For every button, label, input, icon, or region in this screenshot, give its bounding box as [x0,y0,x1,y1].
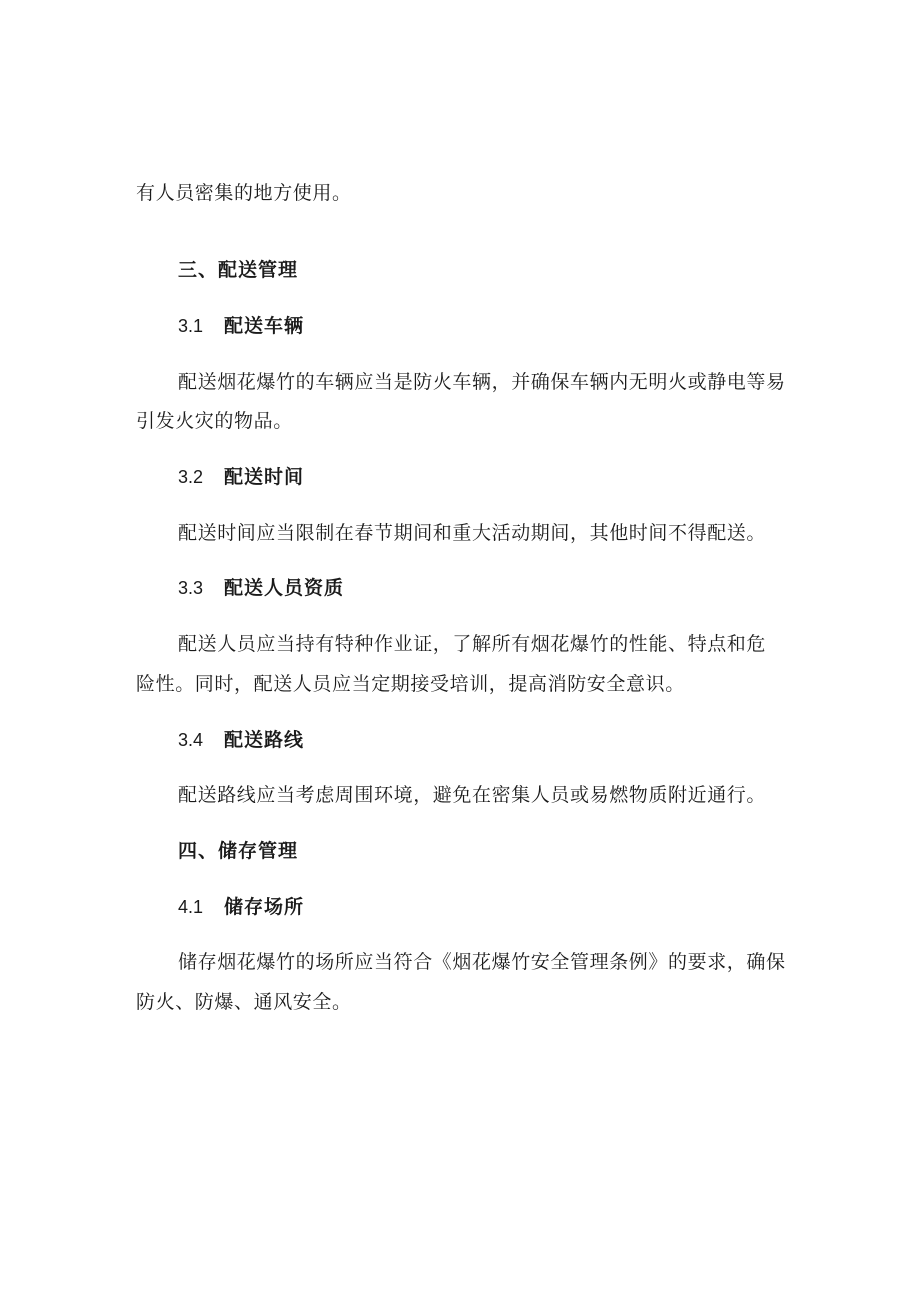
subsection-title: 配送路线 [224,729,305,751]
subsection-heading-4-1 [178,894,304,920]
paragraph-line: 配送人员应当持有特种作业证，了解所有烟花爆竹的性能、特点和危 [178,633,767,655]
subsection-heading-3-2 [178,464,304,490]
paragraph-line: 储存烟花爆竹的场所应当符合《烟花爆竹安全管理条例》的要求，确保 [178,951,786,973]
paragraph-continuation: 有人员密集的地方使用。 [136,182,352,204]
subsection-number: 3.2 [178,467,204,487]
section-heading-3: 三、配送管理 [178,259,299,281]
subsection-number: 3.1 [178,316,204,336]
subsection-number: 4.1 [178,897,204,917]
subsection-title: 储存场所 [224,896,305,918]
subsection-title: 配送车辆 [224,315,305,337]
subsection-number: 3.4 [178,730,204,750]
subsection-title: 配送时间 [224,466,305,488]
subsection-title: 配送人员资质 [224,577,345,599]
section-heading-4: 四、储存管理 [178,840,299,862]
subsection-number: 3.3 [178,578,204,598]
subsection-heading-3-4 [178,727,304,753]
paragraph-line: 险性。同时，配送人员应当定期接受培训，提高消防安全意识。 [136,673,685,695]
paragraph-line: 引发火灾的物品。 [136,410,293,432]
paragraph-line: 配送时间应当限制在春节期间和重大活动期间，其他时间不得配送。 [178,522,767,544]
paragraph-line: 配送路线应当考虑周围环境，避免在密集人员或易燃物质附近通行。 [178,784,767,806]
subsection-heading-3-3 [178,575,344,601]
paragraph-line: 防火、防爆、通风安全。 [136,991,352,1013]
subsection-heading-3-1 [178,313,304,339]
paragraph-line: 配送烟花爆竹的车辆应当是防火车辆，并确保车辆内无明火或静电等易 [178,371,786,393]
